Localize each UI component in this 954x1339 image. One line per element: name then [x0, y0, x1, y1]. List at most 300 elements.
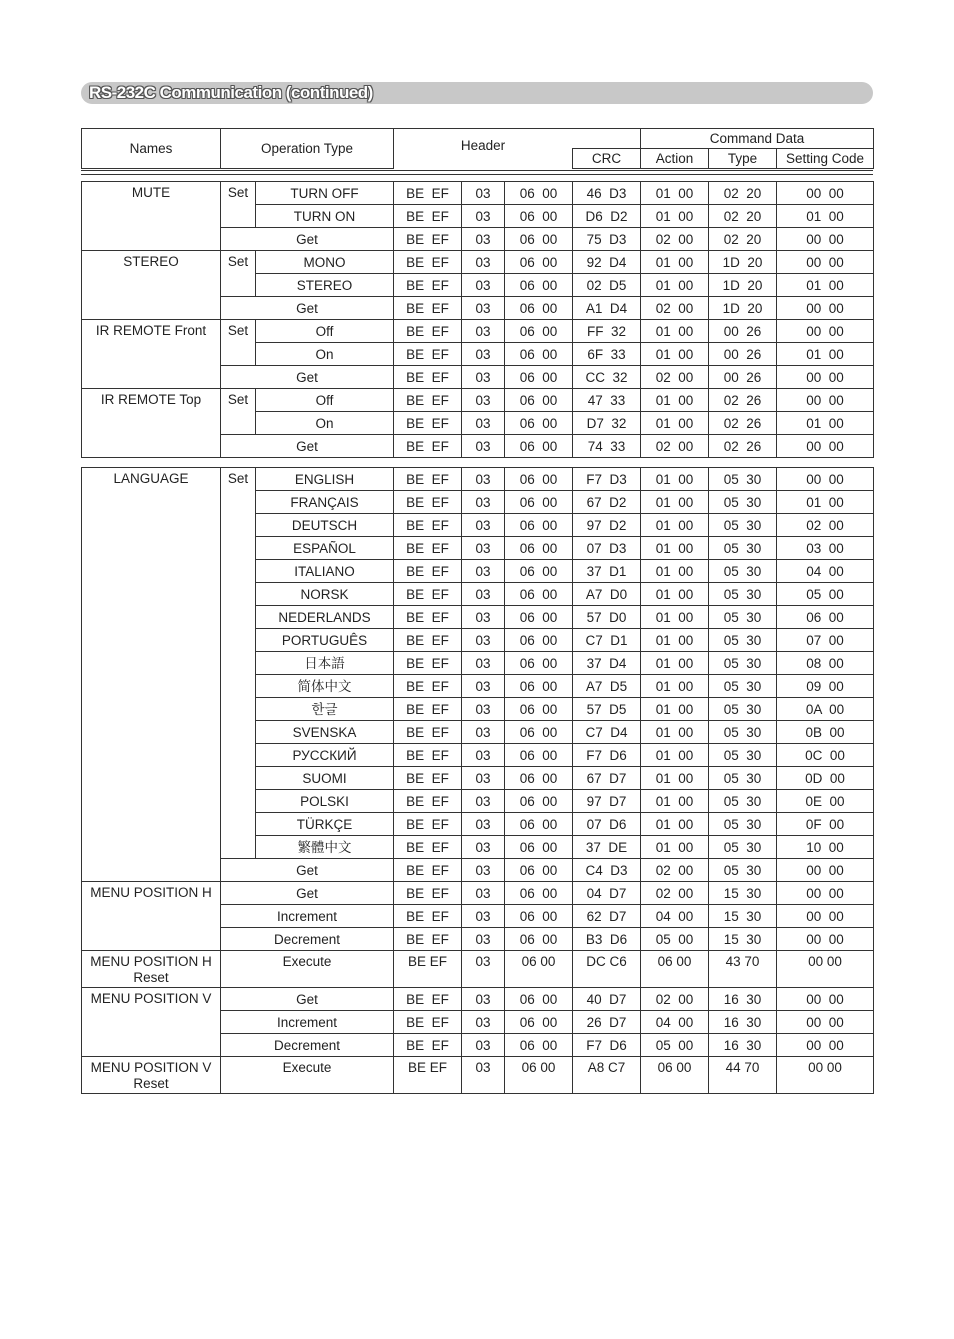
cell-crc: 97 D2 — [573, 514, 641, 537]
cell-h1: BE EF — [394, 813, 462, 836]
commands-table-2 — [81, 467, 874, 1094]
cell-action: 02 00 — [641, 882, 709, 905]
cell-type: 05 30 — [709, 514, 777, 537]
cell-type: 05 30 — [709, 836, 777, 859]
cell-code: 0E 00 — [777, 790, 874, 813]
cell-h1: BE EF — [394, 744, 462, 767]
cell-action: 01 00 — [641, 813, 709, 836]
cell-h1: BE EF — [394, 205, 462, 228]
cell-h2: 03 — [462, 412, 505, 435]
cell-code: 01 00 — [777, 491, 874, 514]
cell-crc: D7 32 — [573, 412, 641, 435]
command-name: LANGUAGE — [82, 468, 221, 882]
op-value: Decrement — [221, 1034, 394, 1057]
command-name: MENU POSITION V Reset — [82, 1057, 221, 1094]
cell-h1: BE EF — [394, 1057, 462, 1094]
cell-action: 01 00 — [641, 182, 709, 205]
cell-action: 02 00 — [641, 228, 709, 251]
cell-type: 05 30 — [709, 767, 777, 790]
op-get-label: Get — [221, 435, 394, 458]
cell-action: 01 00 — [641, 251, 709, 274]
cell-code: 0B 00 — [777, 721, 874, 744]
cell-h3: 06 00 — [505, 182, 573, 205]
cell-h3: 06 00 — [505, 928, 573, 951]
cell-h3: 06 00 — [505, 297, 573, 320]
cell-type: 15 30 — [709, 882, 777, 905]
cell-h2: 03 — [462, 297, 505, 320]
cell-code: 02 00 — [777, 514, 874, 537]
cell-h1: BE EF — [394, 1011, 462, 1034]
cell-h2: 03 — [462, 629, 505, 652]
cell-action: 01 00 — [641, 468, 709, 491]
cell-crc: 07 D6 — [573, 813, 641, 836]
cell-code: 00 00 — [777, 182, 874, 205]
cell-h3: 06 00 — [505, 1034, 573, 1057]
table-row — [82, 251, 874, 274]
cell-h3: 06 00 — [505, 836, 573, 859]
command-name: MENU POSITION H Reset — [82, 951, 221, 988]
cell-h2: 03 — [462, 205, 505, 228]
table-row — [82, 1057, 874, 1094]
op-set-label: Set — [221, 389, 256, 435]
cell-h2: 03 — [462, 343, 505, 366]
cell-crc: CC 32 — [573, 366, 641, 389]
cell-action: 01 00 — [641, 412, 709, 435]
cell-type: 05 30 — [709, 468, 777, 491]
table-row — [82, 320, 874, 343]
cell-action: 01 00 — [641, 698, 709, 721]
cell-code: 00 00 — [777, 1011, 874, 1034]
op-value: Off — [256, 320, 394, 343]
cell-h3: 06 00 — [505, 560, 573, 583]
op-value: FRANÇAIS — [256, 491, 394, 514]
table-header — [81, 128, 874, 169]
op-value: TURN OFF — [256, 182, 394, 205]
cell-h3: 06 00 — [505, 629, 573, 652]
cell-h1: BE EF — [394, 560, 462, 583]
cell-h3: 06 00 — [505, 790, 573, 813]
cell-h1: BE EF — [394, 905, 462, 928]
cell-code: 0F 00 — [777, 813, 874, 836]
cell-h2: 03 — [462, 721, 505, 744]
cell-h1: BE EF — [394, 274, 462, 297]
cell-action: 01 00 — [641, 274, 709, 297]
table-row — [82, 182, 874, 205]
cell-type: 02 20 — [709, 228, 777, 251]
op-value: DEUTSCH — [256, 514, 394, 537]
cell-crc: 57 D5 — [573, 698, 641, 721]
cell-action: 04 00 — [641, 1011, 709, 1034]
cell-h2: 03 — [462, 744, 505, 767]
cell-type: 00 26 — [709, 366, 777, 389]
cell-type: 02 20 — [709, 205, 777, 228]
cell-action: 01 00 — [641, 560, 709, 583]
cell-h3: 06 00 — [505, 228, 573, 251]
cell-code: 00 00 — [777, 988, 874, 1011]
cell-action: 02 00 — [641, 297, 709, 320]
cell-h1: BE EF — [394, 859, 462, 882]
cell-code: 00 00 — [777, 905, 874, 928]
cell-action: 01 00 — [641, 343, 709, 366]
op-value: ENGLISH — [256, 468, 394, 491]
cell-h3: 06 00 — [505, 1011, 573, 1034]
cell-crc: 67 D2 — [573, 491, 641, 514]
cell-h2: 03 — [462, 1057, 505, 1094]
cell-h3: 06 00 — [505, 389, 573, 412]
cell-code: 0C 00 — [777, 744, 874, 767]
cell-crc: A7 D0 — [573, 583, 641, 606]
cell-type: 05 30 — [709, 560, 777, 583]
cell-h3: 06 00 — [505, 320, 573, 343]
op-value: Get — [221, 988, 394, 1011]
cell-h2: 03 — [462, 836, 505, 859]
cell-code: 00 00 — [777, 389, 874, 412]
cell-crc: C4 D3 — [573, 859, 641, 882]
col-command-data: Command Data — [641, 129, 874, 149]
cell-action: 01 00 — [641, 629, 709, 652]
command-name: IR REMOTE Front — [82, 320, 221, 389]
cell-h3: 06 00 — [505, 1057, 573, 1094]
cell-type: 16 30 — [709, 1034, 777, 1057]
op-get-label: Get — [221, 366, 394, 389]
cell-h3: 06 00 — [505, 435, 573, 458]
cell-crc: 37 D1 — [573, 560, 641, 583]
cell-h2: 03 — [462, 274, 505, 297]
cell-code: 03 00 — [777, 537, 874, 560]
op-value: 日本語 — [256, 652, 394, 675]
op-set-label: Set — [221, 320, 256, 366]
cell-crc: F7 D3 — [573, 468, 641, 491]
cell-crc: F7 D6 — [573, 744, 641, 767]
cell-h1: BE EF — [394, 583, 462, 606]
cell-h1: BE EF — [394, 491, 462, 514]
cell-h2: 03 — [462, 652, 505, 675]
cell-code: 00 00 — [777, 366, 874, 389]
cell-h3: 06 00 — [505, 343, 573, 366]
cell-crc: 75 D3 — [573, 228, 641, 251]
op-get-label: Get — [221, 859, 394, 882]
cell-action: 02 00 — [641, 988, 709, 1011]
cell-type: 1D 20 — [709, 297, 777, 320]
cell-type: 05 30 — [709, 583, 777, 606]
cell-crc: 47 33 — [573, 389, 641, 412]
op-value: Decrement — [221, 928, 394, 951]
cell-type: 44 70 — [709, 1057, 777, 1094]
cell-crc: 02 D5 — [573, 274, 641, 297]
cell-code: 10 00 — [777, 836, 874, 859]
cell-code: 00 00 — [777, 859, 874, 882]
op-set-label: Set — [221, 251, 256, 297]
cell-crc: 74 33 — [573, 435, 641, 458]
section-title-bar — [81, 82, 873, 104]
cell-crc: 57 D0 — [573, 606, 641, 629]
cell-h3: 06 00 — [505, 988, 573, 1011]
cell-action: 04 00 — [641, 905, 709, 928]
cell-type: 00 26 — [709, 320, 777, 343]
cell-h3: 06 00 — [505, 606, 573, 629]
cell-crc: 62 D7 — [573, 905, 641, 928]
col-header-sub — [394, 137, 573, 169]
header-divider-2 — [81, 174, 873, 175]
col-names: Names — [82, 129, 221, 169]
cell-h2: 03 — [462, 767, 505, 790]
cell-crc: 37 D4 — [573, 652, 641, 675]
cell-type: 05 30 — [709, 652, 777, 675]
cell-type: 05 30 — [709, 813, 777, 836]
cell-h1: BE EF — [394, 767, 462, 790]
cell-code: 01 00 — [777, 274, 874, 297]
cell-h3: 06 00 — [505, 468, 573, 491]
cell-type: 02 20 — [709, 182, 777, 205]
table-row — [82, 951, 874, 988]
cell-h2: 03 — [462, 182, 505, 205]
op-value: 繁體中文 — [256, 836, 394, 859]
cell-crc: B3 D6 — [573, 928, 641, 951]
cell-h3: 06 00 — [505, 537, 573, 560]
cell-action: 06 00 — [641, 1057, 709, 1094]
cell-h3: 06 00 — [505, 698, 573, 721]
cell-h2: 03 — [462, 320, 505, 343]
cell-h2: 03 — [462, 928, 505, 951]
cell-h2: 03 — [462, 606, 505, 629]
cell-crc: 40 D7 — [573, 988, 641, 1011]
op-value: NEDERLANDS — [256, 606, 394, 629]
cell-action: 01 00 — [641, 389, 709, 412]
cell-action: 01 00 — [641, 721, 709, 744]
command-name: MUTE — [82, 182, 221, 251]
op-value: STEREO — [256, 274, 394, 297]
op-value: 简体中文 — [256, 675, 394, 698]
cell-h3: 06 00 — [505, 412, 573, 435]
cell-type: 05 30 — [709, 744, 777, 767]
op-value: SVENSKA — [256, 721, 394, 744]
cell-code: 00 00 — [777, 928, 874, 951]
cell-type: 05 30 — [709, 721, 777, 744]
command-name: MENU POSITION H — [82, 882, 221, 951]
cell-h2: 03 — [462, 859, 505, 882]
cell-type: 05 30 — [709, 675, 777, 698]
cell-crc: A7 D5 — [573, 675, 641, 698]
cell-h1: BE EF — [394, 343, 462, 366]
cell-action: 01 00 — [641, 537, 709, 560]
cell-code: 01 00 — [777, 412, 874, 435]
op-get-label: Get — [221, 228, 394, 251]
cell-h1: BE EF — [394, 1034, 462, 1057]
cell-h3: 06 00 — [505, 251, 573, 274]
cell-h3: 06 00 — [505, 905, 573, 928]
cell-code: 01 00 — [777, 205, 874, 228]
cell-h1: BE EF — [394, 251, 462, 274]
cell-h3: 06 00 — [505, 652, 573, 675]
cell-code: 00 00 — [777, 251, 874, 274]
cell-h1: BE EF — [394, 836, 462, 859]
cell-h1: BE EF — [394, 675, 462, 698]
cell-h3: 06 00 — [505, 366, 573, 389]
cell-h2: 03 — [462, 905, 505, 928]
cell-h2: 03 — [462, 468, 505, 491]
cell-h3: 06 00 — [505, 744, 573, 767]
col-crc: CRC — [573, 149, 641, 169]
cell-action: 05 00 — [641, 1034, 709, 1057]
header-divider — [81, 170, 873, 171]
op-value: ESPAÑOL — [256, 537, 394, 560]
cell-type: 15 30 — [709, 928, 777, 951]
cell-action: 01 00 — [641, 652, 709, 675]
cell-code: 05 00 — [777, 583, 874, 606]
cell-code: 00 00 — [777, 951, 874, 988]
cell-h2: 03 — [462, 1034, 505, 1057]
cell-h2: 03 — [462, 951, 505, 988]
cell-h1: BE EF — [394, 882, 462, 905]
op-set-label: Set — [221, 468, 256, 859]
cell-h2: 03 — [462, 698, 505, 721]
cell-h1: BE EF — [394, 951, 462, 988]
cell-crc: 07 D3 — [573, 537, 641, 560]
cell-h2: 03 — [462, 435, 505, 458]
col-header-label: Header — [460, 137, 506, 153]
cell-h1: BE EF — [394, 514, 462, 537]
cell-h2: 03 — [462, 537, 505, 560]
cell-h1: BE EF — [394, 652, 462, 675]
cell-crc: DC C6 — [573, 951, 641, 988]
op-value: SUOMI — [256, 767, 394, 790]
op-value: Increment — [221, 905, 394, 928]
cell-type: 43 70 — [709, 951, 777, 988]
cell-action: 01 00 — [641, 583, 709, 606]
op-value: MONO — [256, 251, 394, 274]
cell-code: 06 00 — [777, 606, 874, 629]
op-value: Execute — [221, 1057, 394, 1094]
cell-type: 05 30 — [709, 491, 777, 514]
op-value: On — [256, 343, 394, 366]
section-title: RS-232C Communication (continued) — [89, 83, 373, 102]
cell-code: 00 00 — [777, 228, 874, 251]
cell-action: 01 00 — [641, 606, 709, 629]
cell-crc: 97 D7 — [573, 790, 641, 813]
cell-h2: 03 — [462, 251, 505, 274]
cell-h3: 06 00 — [505, 813, 573, 836]
cell-action: 06 00 — [641, 951, 709, 988]
op-value: Get — [221, 882, 394, 905]
table-row — [82, 882, 874, 905]
cell-code: 09 00 — [777, 675, 874, 698]
cell-action: 01 00 — [641, 767, 709, 790]
cell-h3: 06 00 — [505, 583, 573, 606]
command-name: IR REMOTE Top — [82, 389, 221, 458]
cell-action: 05 00 — [641, 928, 709, 951]
cell-code: 00 00 — [777, 297, 874, 320]
cell-h3: 06 00 — [505, 721, 573, 744]
cell-type: 16 30 — [709, 988, 777, 1011]
cell-crc: D6 D2 — [573, 205, 641, 228]
cell-action: 01 00 — [641, 744, 709, 767]
cell-h1: BE EF — [394, 297, 462, 320]
cell-type: 02 26 — [709, 412, 777, 435]
commands-table-1 — [81, 181, 874, 458]
cell-code: 07 00 — [777, 629, 874, 652]
cell-h2: 03 — [462, 389, 505, 412]
cell-h1: BE EF — [394, 606, 462, 629]
cell-h1: BE EF — [394, 721, 462, 744]
cell-action: 01 00 — [641, 675, 709, 698]
cell-h2: 03 — [462, 228, 505, 251]
cell-code: 00 00 — [777, 1057, 874, 1094]
cell-code: 00 00 — [777, 435, 874, 458]
command-name: STEREO — [82, 251, 221, 320]
col-setting-code: Setting Code — [777, 149, 874, 169]
cell-h1: BE EF — [394, 182, 462, 205]
cell-action: 02 00 — [641, 859, 709, 882]
cell-crc: FF 32 — [573, 320, 641, 343]
cell-h3: 06 00 — [505, 859, 573, 882]
cell-h1: BE EF — [394, 988, 462, 1011]
cell-type: 05 30 — [709, 790, 777, 813]
cell-h1: BE EF — [394, 629, 462, 652]
cell-h3: 06 00 — [505, 882, 573, 905]
op-set-label: Set — [221, 182, 256, 228]
cell-code: 00 00 — [777, 320, 874, 343]
cell-code: 08 00 — [777, 652, 874, 675]
op-value: ITALIANO — [256, 560, 394, 583]
cell-h3: 06 00 — [505, 491, 573, 514]
cell-code: 00 00 — [777, 882, 874, 905]
cell-type: 02 26 — [709, 389, 777, 412]
col-type: Type — [709, 149, 777, 169]
cell-h2: 03 — [462, 491, 505, 514]
cell-h3: 06 00 — [505, 274, 573, 297]
op-value: Off — [256, 389, 394, 412]
cell-type: 16 30 — [709, 1011, 777, 1034]
cell-crc: C7 D1 — [573, 629, 641, 652]
cell-h3: 06 00 — [505, 514, 573, 537]
cell-action: 01 00 — [641, 491, 709, 514]
cell-h1: BE EF — [394, 320, 462, 343]
cell-crc: F7 D6 — [573, 1034, 641, 1057]
cell-h1: BE EF — [394, 435, 462, 458]
cell-h1: BE EF — [394, 468, 462, 491]
op-value: Increment — [221, 1011, 394, 1034]
op-get-label: Get — [221, 297, 394, 320]
table-row — [82, 389, 874, 412]
op-value: PORTUGUÊS — [256, 629, 394, 652]
cell-action: 01 00 — [641, 790, 709, 813]
cell-h1: BE EF — [394, 537, 462, 560]
op-value: NORSK — [256, 583, 394, 606]
cell-type: 1D 20 — [709, 274, 777, 297]
cell-action: 01 00 — [641, 514, 709, 537]
cell-crc: C7 D4 — [573, 721, 641, 744]
cell-h2: 03 — [462, 583, 505, 606]
op-value: Execute — [221, 951, 394, 988]
cell-h2: 03 — [462, 675, 505, 698]
cell-h1: BE EF — [394, 366, 462, 389]
cell-crc: 04 D7 — [573, 882, 641, 905]
cell-h2: 03 — [462, 882, 505, 905]
cell-h3: 06 00 — [505, 951, 573, 988]
cell-crc: 6F 33 — [573, 343, 641, 366]
cell-h2: 03 — [462, 560, 505, 583]
cell-h1: BE EF — [394, 698, 462, 721]
cell-h1: BE EF — [394, 790, 462, 813]
cell-action: 01 00 — [641, 320, 709, 343]
cell-code: 04 00 — [777, 560, 874, 583]
cell-code: 00 00 — [777, 468, 874, 491]
op-value: TÜRKÇE — [256, 813, 394, 836]
cell-action: 01 00 — [641, 836, 709, 859]
cell-h2: 03 — [462, 366, 505, 389]
cell-code: 0A 00 — [777, 698, 874, 721]
cell-code: 00 00 — [777, 1034, 874, 1057]
